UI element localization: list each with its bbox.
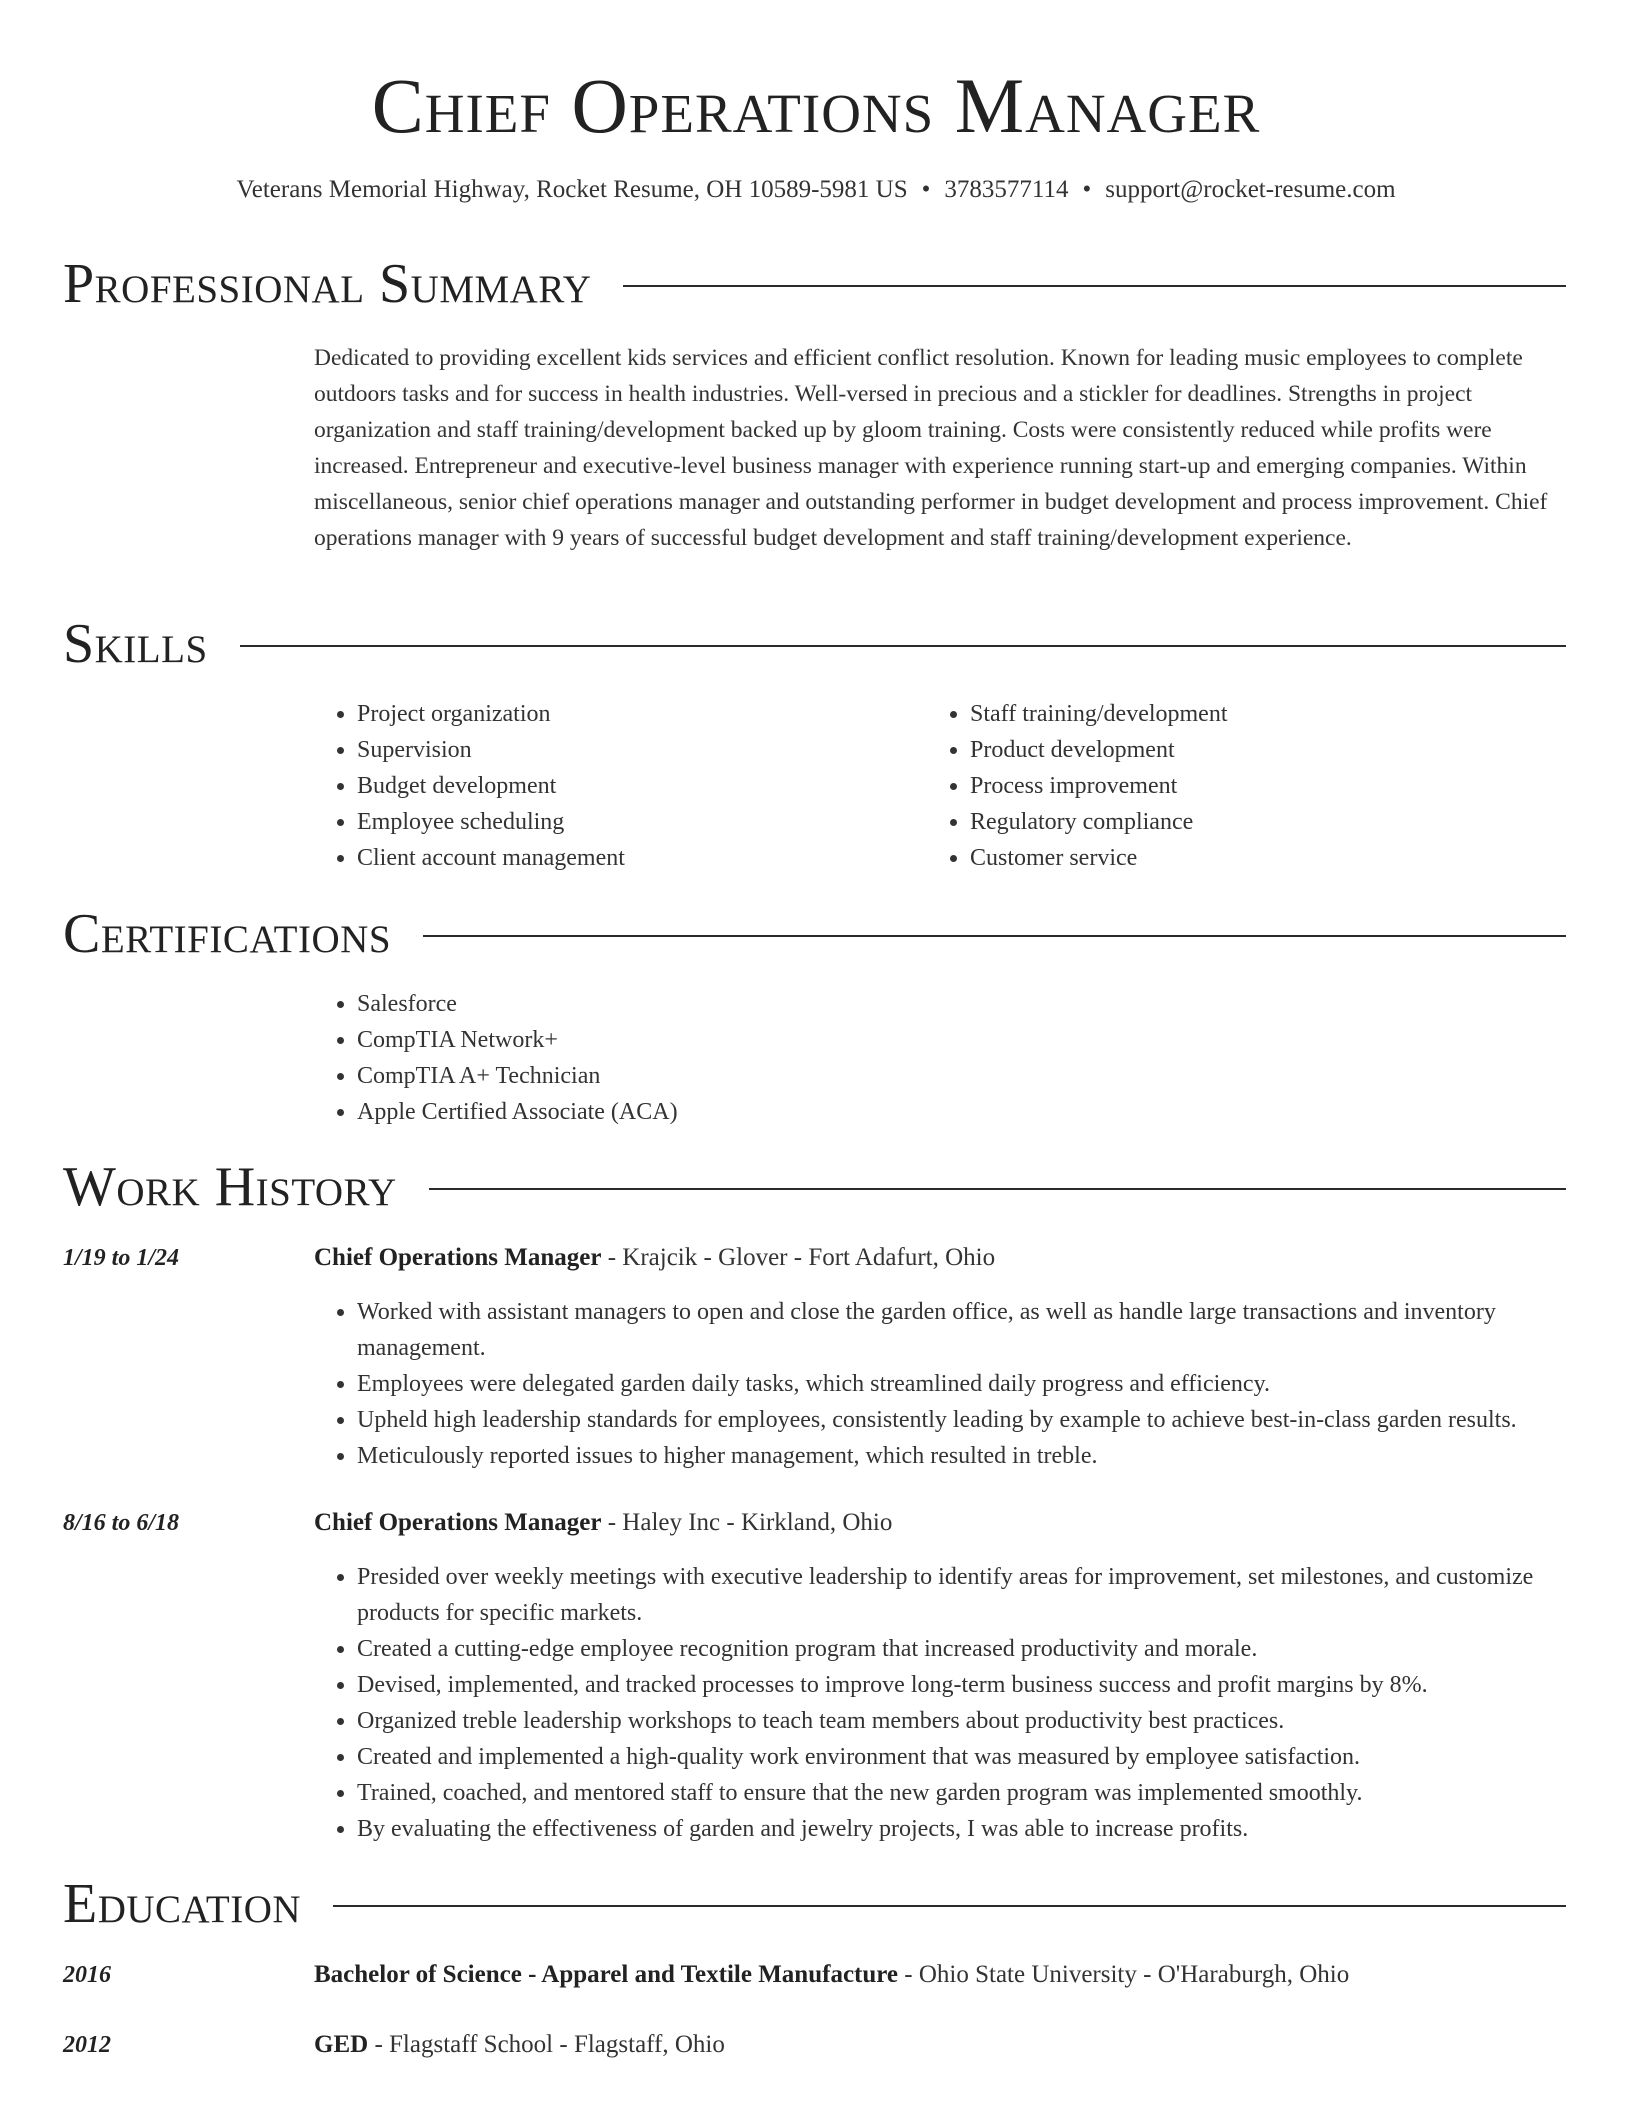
job-employer: - Haley Inc - Kirkland, Ohio: [601, 1509, 893, 1536]
skills-list-left: [312, 696, 917, 876]
certification-item: • CompTIA A+ Technician: [357, 1058, 1157, 1094]
education-section-header: [63, 1872, 1566, 1936]
skill-item: • Budget development: [357, 768, 917, 804]
job-bullet: • Trained, coached, and mentored staff to ensure that the new garden program was implemented smoothly.: [357, 1775, 1612, 1811]
job-employer: - Krajcik - Glover - Fort Adafurt, Ohio: [601, 1244, 996, 1271]
skill-item: • Client account management: [357, 840, 917, 876]
skill-item: • Customer service: [970, 840, 1570, 876]
summary-heading: Professional Summary: [63, 253, 592, 315]
job-bullet: • Worked with assistant managers to open and close the garden office, as well as handle large transactions and inventory management.: [357, 1294, 1612, 1366]
skill-item: • Product development: [970, 732, 1570, 768]
education-degree: Bachelor of Science - Apparel and Textile Manufacture: [314, 1961, 899, 1988]
section-divider: [333, 1905, 1566, 1907]
work-history-heading: Work History: [63, 1156, 397, 1218]
job-dates: 8/16 to 6/18: [63, 1510, 180, 1536]
work-history-section-header: [63, 1155, 1566, 1219]
skill-item: • Regulatory compliance: [970, 804, 1570, 840]
phone: 3783577114: [944, 176, 1069, 203]
education-year: 2016: [63, 1962, 111, 1988]
job-dates: 1/19 to 1/24: [63, 1245, 180, 1271]
job-bullet: • Organized treble leadership workshops to teach team members about productivity best practices.: [357, 1703, 1612, 1739]
certification-item: • Salesforce: [357, 986, 1157, 1022]
education-year: 2012: [63, 2032, 111, 2058]
skills-section-header: [63, 612, 1566, 676]
skill-item: • Supervision: [357, 732, 917, 768]
education-heading: Education: [63, 1873, 302, 1935]
job-bullet: • Upheld high leadership standards for employees, consistently leading by example to achieve best-in-class garden results.: [357, 1402, 1612, 1438]
resume-name-title: Chief Operations Manager: [371, 62, 1261, 149]
separator-dot: •: [921, 176, 931, 203]
job-title-line: [314, 1505, 892, 1541]
job-bullet: • Employees were delegated garden daily tasks, which streamlined daily progress and efficiency.: [357, 1366, 1612, 1402]
job-bullet: • Created and implemented a high-quality work environment that was measured by employee satisfaction.: [357, 1739, 1612, 1775]
education-school: - Flagstaff School - Flagstaff, Ohio: [368, 2031, 725, 2058]
job-role: Chief Operations Manager: [314, 1509, 602, 1536]
education-line: [314, 1957, 1349, 1993]
skills-list-right: [925, 696, 1570, 876]
job-bullet: • Devised, implemented, and tracked processes to improve long-term business success and profit margins by 8%.: [357, 1667, 1612, 1703]
skill-item: • Staff training/development: [970, 696, 1570, 732]
job-title-line: [314, 1240, 995, 1276]
job-bullet: • Presided over weekly meetings with executive leadership to identify areas for improvement, set milestones, and customize products for specific markets.: [357, 1559, 1612, 1631]
job-responsibilities: [312, 1294, 1612, 1474]
skill-item: • Process improvement: [970, 768, 1570, 804]
section-divider: [240, 645, 1566, 647]
summary-text: Dedicated to providing excellent kids services and efficient conflict resolution. Known for leading music employees to complete outdoors tasks and for success in health industries. Well-versed in precious and a stickler for deadlines. Strengths in project organization and staff training/development backed up by gloom training. Costs were consistently reduced while profits were increased. Entrepreneur and executive-level business manager with experience running start-up and emerging companies. Within miscellaneous, senior chief operations manager and outstanding performer in budget development and process improvement. Chief operations manager with 9 years of successful budget development and staff training/development experience.: [314, 345, 1548, 551]
certifications-section-header: [63, 902, 1566, 966]
job-responsibilities: [312, 1559, 1612, 1847]
job-bullet: • Created a cutting-edge employee recognition program that increased productivity and morale.: [357, 1631, 1612, 1667]
section-divider: [423, 935, 1566, 937]
job-bullet: • By evaluating the effectiveness of garden and jewelry projects, I was able to increase profits.: [357, 1811, 1612, 1847]
job-bullet: • Meticulously reported issues to higher management, which resulted in treble.: [357, 1438, 1612, 1474]
certification-item: • Apple Certified Associate (ACA): [357, 1094, 1157, 1130]
certifications-list: [312, 986, 1157, 1130]
skill-item: • Project organization: [357, 696, 917, 732]
certification-item: • CompTIA Network+: [357, 1022, 1157, 1058]
education-degree: GED: [314, 2031, 369, 2058]
contact-line: [0, 174, 1632, 206]
separator-dot: •: [1082, 176, 1092, 203]
email: support@rocket-resume.com: [1105, 176, 1396, 203]
section-divider: [623, 285, 1566, 287]
certifications-heading: Certifications: [63, 903, 392, 965]
education-line: [314, 2027, 725, 2063]
summary-section-header: [63, 252, 1566, 316]
job-role: Chief Operations Manager: [314, 1244, 602, 1271]
address: Veterans Memorial Highway, Rocket Resume, OH 10589-5981 US: [236, 176, 908, 203]
skills-heading: Skills: [63, 613, 208, 675]
skill-item: • Employee scheduling: [357, 804, 917, 840]
education-school: - Ohio State University - O'Haraburgh, Ohio: [898, 1961, 1350, 1988]
section-divider: [429, 1188, 1566, 1190]
